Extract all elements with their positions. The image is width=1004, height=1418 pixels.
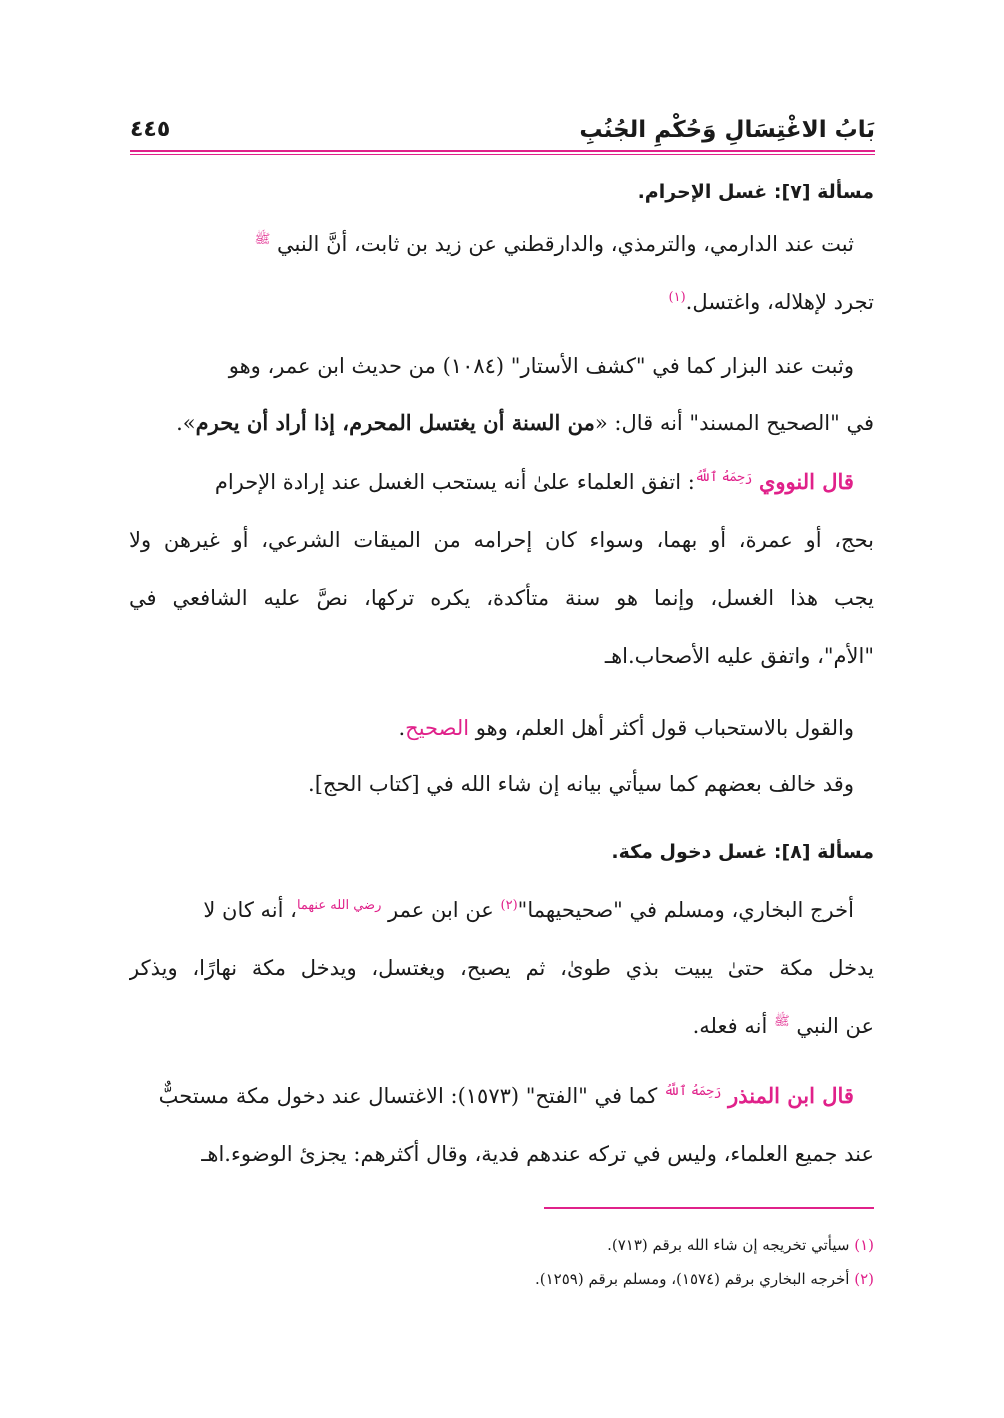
- salutation-mark: ﷺ: [254, 232, 271, 247]
- footnote-2-text: أخرجه البخاري برقم (١٥٧٤)، ومسلم برقم (١٢٥٩).: [534, 1270, 850, 1288]
- paragraph-7-line-1: قال ابن المنذر $^{رَحِمَهُ ٱللَّهُ}$ كما في "الفتح" (١٥٧٣): الاغتسال عند دخول مكة مستحبٌّ: [158, 1083, 854, 1108]
- paragraph-3-line-3: يجب هذا الغسل، وإنما هو سنة متأكدة، يكره تركها، نصَّ عليه الشافعي في: [129, 586, 874, 610]
- paragraph-1-line-1: ثبت عند الدارمي، والترمذي، والدارقطني عن زيد بن ثابت، أنَّ النبي $^ﷺ$: [254, 232, 854, 256]
- footnote-1-text: سيأتي تخريجه إن شاء الله برقم (٧١٣).: [607, 1236, 850, 1254]
- scholar-name-ibn-mundhir: قال ابن المنذر: [728, 1083, 854, 1108]
- footnote-separator: [544, 1207, 874, 1209]
- footnote-2: [129, 1266, 874, 1292]
- paragraph-2-line-1: وثبت عند البزار كما في "كشف الأستار" (١٠٨٤) من حديث ابن عمر، وهو: [228, 354, 854, 378]
- chapter-title: بَابُ الاغْتِسَالِ وَحُكْمِ الجُنُبِ: [579, 117, 875, 143]
- paragraph-1-line-2: تجرد لإهلاله، واغتسل.$^{(١)}$: [668, 290, 874, 314]
- footnote-ref-2[interactable]: (٢): [500, 898, 518, 913]
- paragraph-7-line-2: عند جميع العلماء، وليس في تركه عندهم فدية، وقال أكثرهم: يجزئ الوضوء.اهـ: [201, 1142, 874, 1166]
- paragraph-2-line-2: في "الصحيح المسند" أنه قال: «من السنة أن يغتسل المحرم، إذا أراد أن يحرم».: [176, 410, 874, 435]
- footnote-1: [129, 1232, 874, 1258]
- page-number: ٤٤٥: [130, 117, 171, 142]
- paragraph-6-line-3: عن النبي $^ﷺ$ أنه فعله.: [692, 1014, 874, 1038]
- issue-7-label: مسألة [٧]:: [773, 181, 874, 203]
- paragraph-6-line-1: أخرج البخاري، ومسلم في "صحيحيهما"$^{(٢)}$ عن ابن عمر $^{رضي الله عنهما}$، أنه كان لا: [203, 898, 854, 922]
- hadith-quote: من السنة أن يغتسل المحرم، إذا أراد أن يحرم: [195, 410, 595, 435]
- paragraph-4: والقول بالاستحباب قول أكثر أهل العلم، وهو الصحيح.: [398, 716, 854, 740]
- running-header: [130, 112, 875, 152]
- salutation-mark-2: ﷺ: [773, 1014, 790, 1029]
- companion-honorific: رضي الله عنهما: [296, 898, 382, 913]
- issue-8-heading: [129, 832, 874, 872]
- honorific-mark-2: رَحِمَهُ ٱللَّهُ: [663, 1084, 722, 1099]
- paragraph-6-line-2: يدخل مكة حتىٰ يبيت بذي طوىٰ، ثم يصبح، ويغتسل، ويدخل مكة نهارًا، ويذكر: [129, 956, 874, 980]
- issue-7-title: غسل الإحرام.: [637, 181, 768, 203]
- footnote-2-number: (٢): [854, 1270, 874, 1288]
- honorific-mark: رَحِمَهُ ٱللَّهُ: [694, 470, 753, 485]
- footnote-ref-1[interactable]: (١): [668, 290, 686, 305]
- issue-8-label: مسألة [٨]:: [773, 841, 874, 863]
- verdict-correct: الصحيح: [405, 716, 470, 740]
- paragraph-3-line-1: قال النووي $^{رَحِمَهُ ٱللَّهُ}$: اتفق العلماء علىٰ أنه يستحب الغسل عند إرادة الإحرام: [214, 469, 854, 494]
- header-rule-thin: [130, 154, 875, 155]
- issue-8-title: غسل دخول مكة.: [611, 841, 768, 863]
- header-rule: [130, 150, 875, 152]
- issue-7-heading: [129, 172, 874, 212]
- paragraph-3-line-4: "الأم"، واتفق عليه الأصحاب.اهـ: [604, 644, 874, 668]
- paragraph-3-line-2: بحج، أو عمرة، أو بهما، وسواء كان إحرامه من الميقات الشرعي، أو غيرهن ولا: [129, 528, 874, 552]
- paragraph-5: وقد خالف بعضهم كما سيأتي بيانه إن شاء الله في [كتاب الحج].: [308, 772, 854, 796]
- footnote-1-number: (١): [854, 1236, 874, 1254]
- scholar-name-nawawi: قال النووي: [758, 469, 854, 494]
